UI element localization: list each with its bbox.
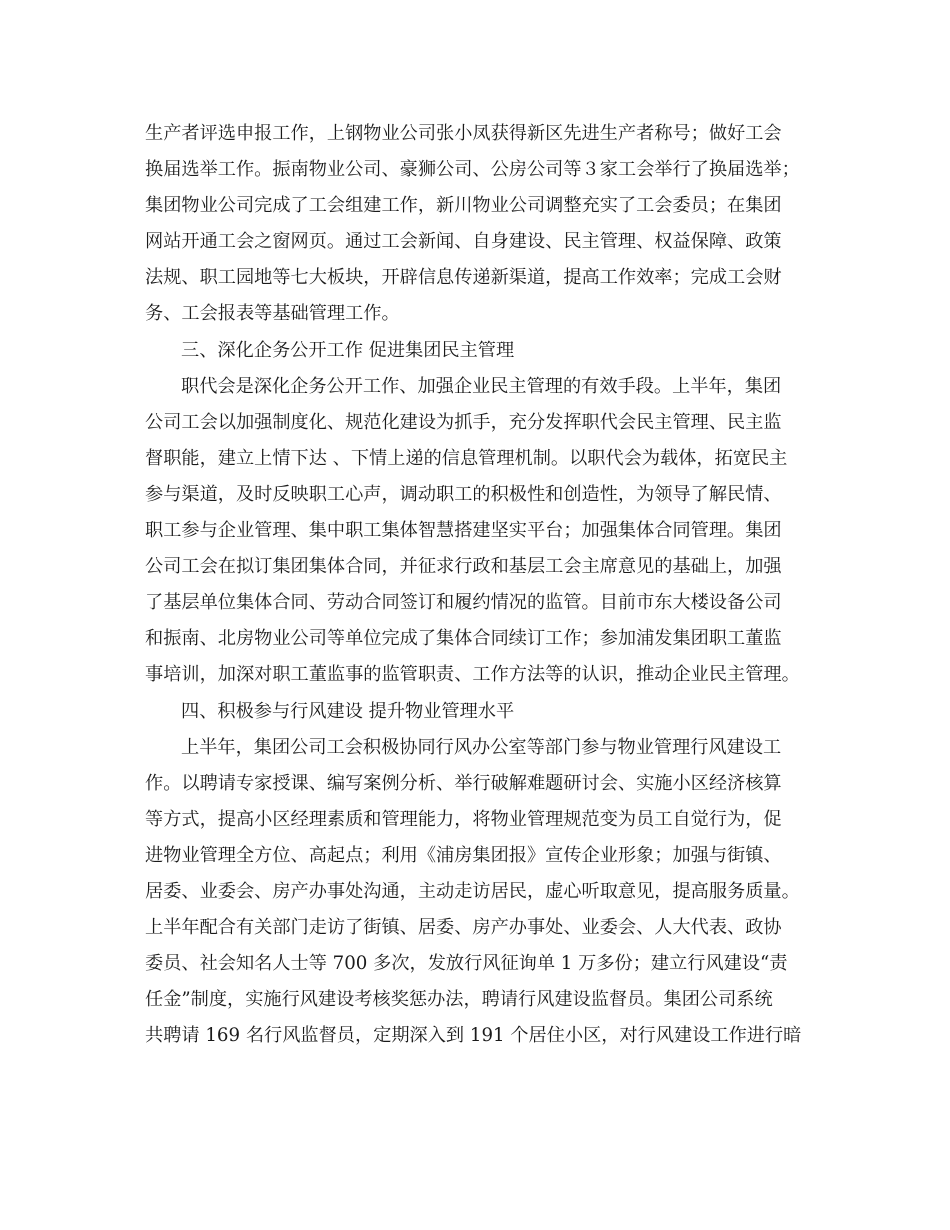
text-line: 和振南、北房物业公司等单位完成了集体合同续订工作；参加浦发集团职工董监 — [145, 628, 782, 650]
text-line: 作。以聘请专家授课、编写案例分析、举行破解难题研讨会、实施小区经济核算 — [145, 772, 782, 794]
text-line: 务、工会报表等基础管理工作。 — [145, 303, 400, 325]
document-body — [145, 116, 805, 1054]
text-line: 法规、职工园地等七大板块，开辟信息传递新渠道，提高工作效率；完成工会财 — [145, 267, 782, 289]
text-line: 督职能，建立上情下达 、下情上递的信息管理机制。以职代会为载体，拓宽民主 — [145, 447, 788, 469]
text-line: 上半年配合有关部门走访了街镇、居委、房产办事处、业委会、人大代表、政协 — [145, 917, 782, 939]
text-line: 集团物业公司完成了工会组建工作，新川物业公司调整充实了工会委员；在集团 — [145, 195, 782, 217]
text-line: 委员、社会知名人士等 700 多次，发放行风征询单 1 万多份；建立行风建设“责 — [145, 953, 788, 975]
text-line: 任金”制度，实施行风建设考核奖惩办法，聘请行风建设监督员。集团公司系统 — [145, 989, 773, 1011]
text-line: 上半年，集团公司工会积极协同行风办公室等部门参与物业管理行风建设工 — [181, 736, 782, 758]
text-line: 事培训，加深对职工董监事的监管职责、工作方法等的认识，推动企业民主管理。 — [145, 664, 800, 686]
text-line: 网站开通工会之窗网页。通过工会新闻、自身建设、民主管理、权益保障、政策 — [145, 231, 782, 253]
text-line: 职代会是深化企务公开工作、加强企业民主管理的有效手段。上半年，集团 — [181, 375, 782, 397]
text-line: 公司工会在拟订集团集体合同，并征求行政和基层工会主席意见的基础上，加强 — [145, 556, 782, 578]
text-line: 参与渠道，及时反映职工心声，调动职工的积极性和创造性，为领导了解民情、 — [145, 483, 782, 505]
text-line: 共聘请 169 名行风监督员，定期深入到 191 个居住小区，对行风建设工作进行暗 — [145, 1025, 802, 1047]
text-line: 公司工会以加强制度化、规范化建设为抓手，充分发挥职代会民主管理、民主监 — [145, 411, 782, 433]
text-line: 等方式，提高小区经理素质和管理能力，将物业管理规范变为员工自觉行为，促 — [145, 808, 782, 830]
text-line: 了基层单位集体合同、劳动合同签订和履约情况的监管。目前市东大楼设备公司 — [145, 592, 782, 614]
text-line: 换届选举工作。振南物业公司、豪狮公司、公房公司等３家工会举行了换届选举； — [145, 159, 800, 181]
text-line: 生产者评选申报工作，上钢物业公司张小凤获得新区先进生产者称号；做好工会 — [145, 123, 782, 144]
text-line: 居委、业委会、房产办事处沟通，主动走访居民，虚心听取意见，提高服务质量。 — [145, 880, 800, 902]
text-line: 三、深化企务公开工作 促进集团民主管理 — [181, 339, 515, 361]
text-line: 进物业管理全方位、高起点；利用《浦房集团报》宣传企业形象；加强与街镇、 — [145, 844, 782, 866]
text-line: 四、积极参与行风建设 提升物业管理水平 — [181, 700, 515, 722]
text-line: 职工参与企业管理、集中职工集体智慧搭建坚实平台；加强集体合同管理。集团 — [145, 520, 782, 542]
